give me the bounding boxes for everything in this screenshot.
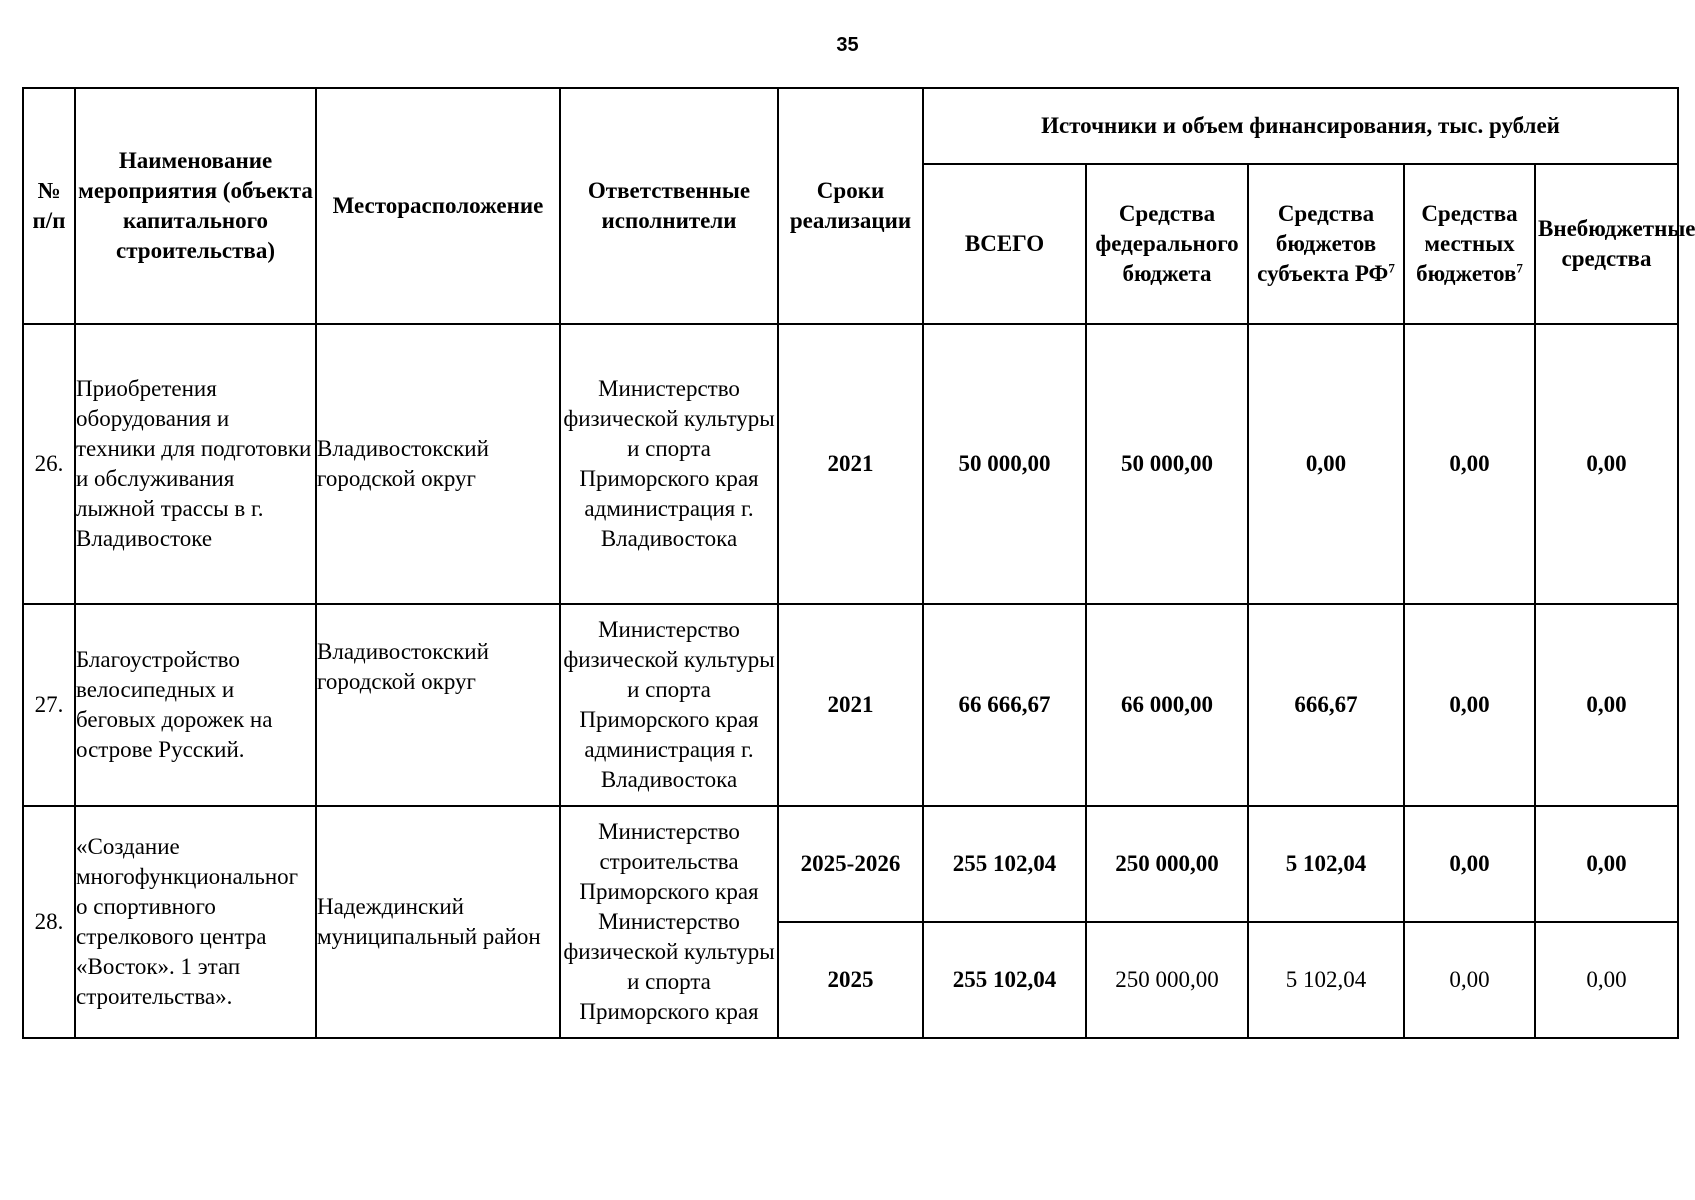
row-name: «Создание многофункциональног о спортивного стрелкового центра «Восток». 1 этап строительства». [75,806,316,1038]
row-regional: 0,00 [1248,324,1404,604]
header-location: Месторасположение [316,88,560,324]
row-num: 27. [23,604,75,806]
row-name: Приобретения оборудования и техники для подготовки и обслуживания лыжной трассы в г. Владивостоке [75,324,316,604]
row-responsible: Министерство физической культуры и спорта Приморского края администрация г. Владивостока [560,604,778,806]
table-row [23,324,1678,604]
row-num: 26. [23,324,75,604]
row-terms: 2021 [778,604,923,806]
row-federal: 66 000,00 [1086,604,1248,806]
footnote-mark: 7 [1516,260,1523,276]
header-local: Средства местных бюджетов$^7$ [1404,164,1535,324]
row-total: 255 102,04 [923,806,1086,922]
row-location: Владивостокский городской округ [316,324,560,604]
row-terms: 2025-2026 [778,806,923,922]
row-extra: 0,00 [1535,806,1678,922]
row-extra: 0,00 [1535,324,1678,604]
row-extra: 0,00 [1535,922,1678,1038]
header-terms: Сроки реализации [778,88,923,324]
row-terms: 2021 [778,324,923,604]
row-federal: 250 000,00 [1086,922,1248,1038]
row-regional: 5 102,04 [1248,922,1404,1038]
row-terms: 2025 [778,922,923,1038]
header-financing-group: Источники и объем финансирования, тыс. рублей [923,88,1678,164]
row-federal: 50 000,00 [1086,324,1248,604]
row-extra: 0,00 [1535,604,1678,806]
row-total: 66 666,67 [923,604,1086,806]
row-local: 0,00 [1404,324,1535,604]
row-total: 50 000,00 [923,324,1086,604]
row-total: 255 102,04 [923,922,1086,1038]
table-row [23,604,1678,806]
financing-table [22,87,1695,1039]
row-regional: 666,67 [1248,604,1404,806]
row-regional: 5 102,04 [1248,806,1404,922]
header-total: ВСЕГО [923,164,1086,324]
footnote-mark: 7 [1388,260,1395,276]
row-location: Владивостокский городской округ [316,604,560,806]
header-name: Наименование мероприятия (объекта капитального строительства) [75,88,316,324]
row-responsible: Министерство физической культуры и спорта Приморского края администрация г. Владивостока [560,324,778,604]
header-num: № п/п [23,88,75,324]
header-federal: Средства федерального бюджета [1086,164,1248,324]
row-federal: 250 000,00 [1086,806,1248,922]
row-local: 0,00 [1404,604,1535,806]
header-regional: Средства бюджетов субъекта $РФ^7$ [1248,164,1404,324]
row-local: 0,00 [1404,806,1535,922]
row-name: Благоустройство велосипедных и беговых дорожек на острове Русский. [75,604,316,806]
page-number: 35 [836,34,859,56]
table-row [23,806,1678,922]
row-location: Надеждинский муниципальный район [316,806,560,1038]
row-local: 0,00 [1404,922,1535,1038]
row-num: 28. [23,806,75,1038]
header-extra: Внебюджетные средства [1535,164,1678,324]
row-responsible: Министерство строительства Приморского края Министерство физической культуры и спорта Приморского края [560,806,778,1038]
header-responsible: Ответственные исполнители [560,88,778,324]
